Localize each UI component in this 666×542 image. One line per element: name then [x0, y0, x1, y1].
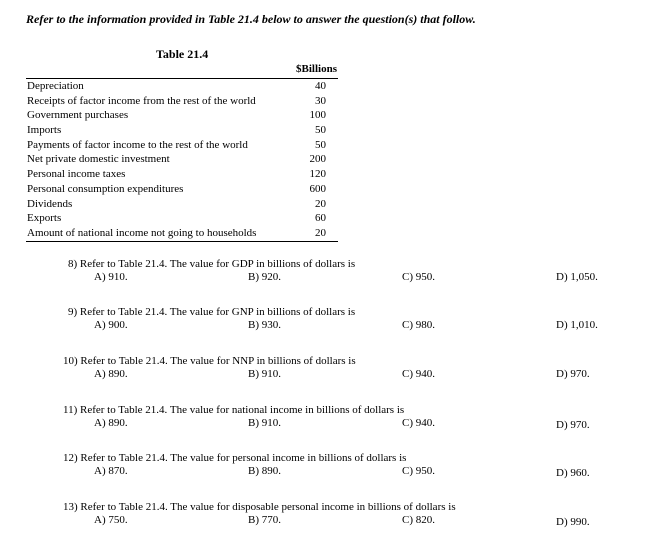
option-a[interactable]: A) 910. — [94, 271, 128, 283]
table-row — [26, 182, 338, 197]
option-c[interactable]: C) 980. — [402, 319, 435, 331]
row-label: Government purchases — [27, 109, 129, 122]
option-b[interactable]: B) 910. — [248, 368, 281, 380]
row-value: 20 — [315, 226, 326, 239]
question-stem: 8) Refer to Table 21.4. The value for GDP in billions of dollars is — [68, 258, 356, 270]
row-value: 20 — [315, 197, 326, 210]
question-stem: 9) Refer to Table 21.4. The value for GNP in billions of dollars is — [68, 306, 356, 318]
row-value: 50 — [315, 138, 326, 151]
intro-instruction: Refer to the information provided in Table 21.4 below to answer the question(s) that follow. — [26, 12, 476, 26]
row-label: Net private domestic investment — [27, 153, 170, 166]
option-b[interactable]: B) 910. — [248, 417, 281, 429]
row-value: 40 — [315, 80, 326, 92]
table-bottom-rule — [26, 241, 338, 242]
option-c[interactable]: C) 820. — [402, 514, 435, 526]
row-label: Personal consumption expenditures — [27, 182, 184, 195]
table-row — [26, 152, 338, 167]
option-a[interactable]: A) 890. — [94, 368, 128, 380]
row-value: 100 — [309, 109, 326, 122]
row-value: 600 — [309, 182, 326, 195]
option-c[interactable]: C) 940. — [402, 368, 435, 380]
option-c[interactable]: C) 950. — [402, 271, 435, 283]
option-a[interactable]: A) 750. — [94, 514, 128, 526]
table-row — [26, 226, 338, 241]
question-stem: 13) Refer to Table 21.4. The value for disposable personal income in billions of dollars is — [63, 501, 456, 513]
row-label: Personal income taxes — [27, 168, 126, 181]
table-title: Table 21.4 — [156, 47, 209, 61]
option-b[interactable]: B) 770. — [248, 514, 281, 526]
data-table — [26, 62, 338, 242]
row-value: 50 — [315, 124, 326, 137]
table-header — [26, 62, 338, 79]
option-d[interactable]: D) 1,010. — [556, 319, 598, 331]
table-row — [26, 197, 338, 212]
row-label: Exports — [27, 212, 62, 225]
table-row — [26, 108, 338, 123]
row-value: 120 — [309, 168, 326, 181]
table-row — [26, 79, 338, 94]
option-d[interactable]: D) 990. — [556, 516, 590, 528]
row-label: Dividends — [27, 197, 73, 210]
option-a[interactable]: A) 900. — [94, 319, 128, 331]
question-stem: 12) Refer to Table 21.4. The value for personal income in billions of dollars is — [63, 452, 407, 464]
row-label: Payments of factor income to the rest of the world — [27, 138, 248, 151]
question-stem: 11) Refer to Table 21.4. The value for national income in billions of dollars is — [63, 404, 405, 416]
option-d[interactable]: D) 960. — [556, 467, 590, 479]
table-row — [26, 138, 338, 153]
table-row — [26, 123, 338, 138]
row-value: 60 — [315, 212, 326, 225]
row-label: Imports — [27, 124, 62, 137]
option-a[interactable]: A) 890. — [94, 417, 128, 429]
table-row — [26, 211, 338, 226]
option-c[interactable]: C) 940. — [402, 417, 435, 429]
option-b[interactable]: B) 890. — [248, 465, 281, 477]
option-d[interactable]: D) 970. — [556, 368, 590, 380]
option-c[interactable]: C) 950. — [402, 465, 435, 477]
option-d[interactable]: D) 970. — [556, 419, 590, 431]
option-b[interactable]: B) 930. — [248, 319, 281, 331]
option-a[interactable]: A) 870. — [94, 465, 128, 477]
table-row — [26, 167, 338, 182]
row-label: Depreciation — [27, 80, 84, 92]
option-d[interactable]: D) 1,050. — [556, 271, 598, 283]
row-value: 30 — [315, 94, 326, 107]
table-row — [26, 94, 338, 109]
question-stem: 10) Refer to Table 21.4. The value for NNP in billions of dollars is — [63, 355, 356, 367]
row-label: Amount of national income not going to households — [27, 226, 257, 239]
option-b[interactable]: B) 920. — [248, 271, 281, 283]
unit-header: $Billions — [296, 63, 337, 75]
row-value: 200 — [309, 153, 326, 166]
row-label: Receipts of factor income from the rest of the world — [27, 94, 256, 107]
